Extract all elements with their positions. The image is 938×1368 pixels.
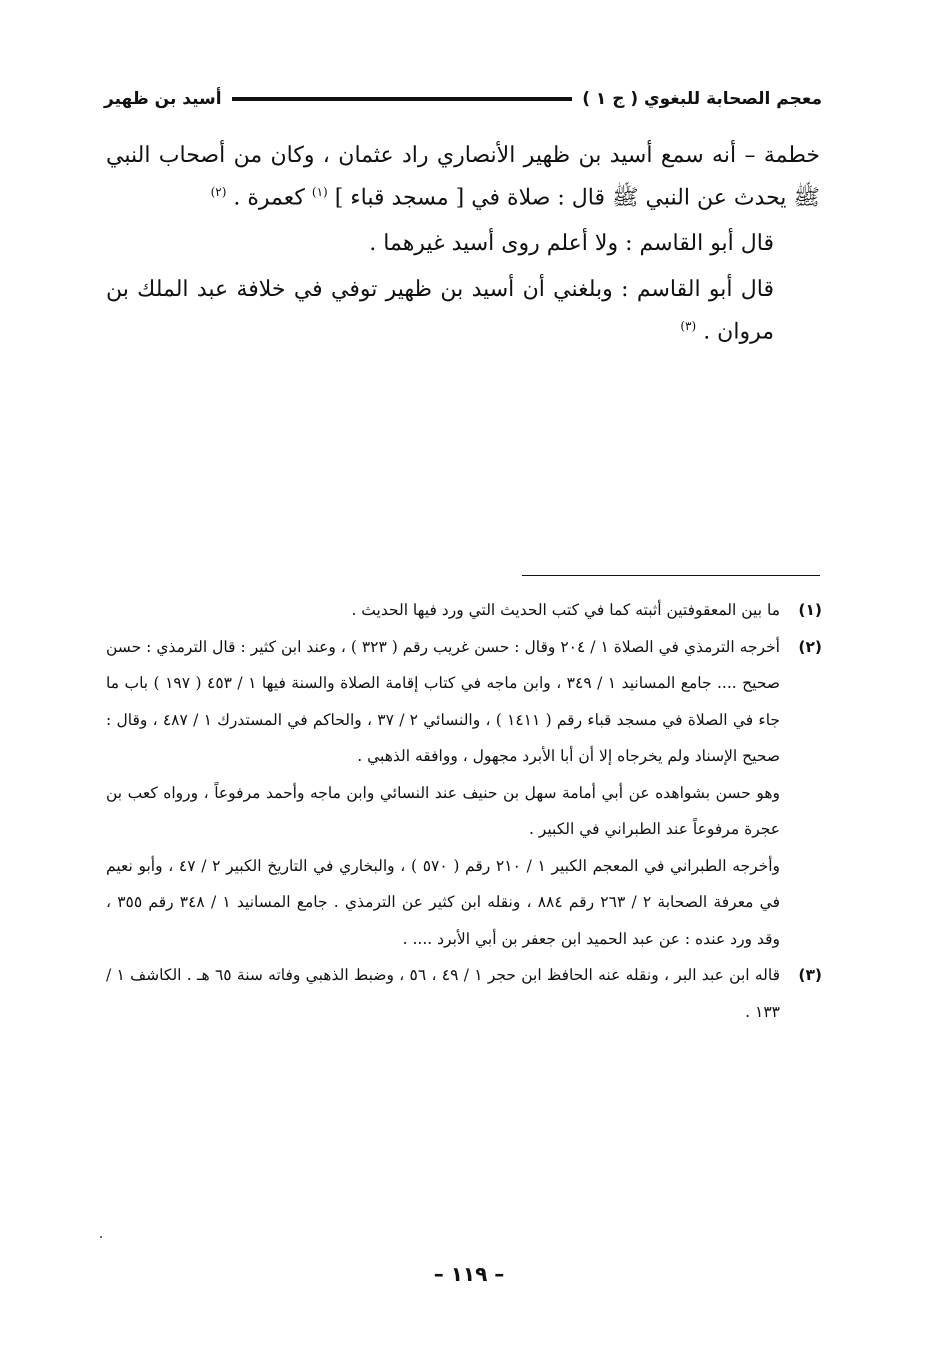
footnote-ref: (١) — [311, 185, 328, 199]
scan-speck — [100, 1236, 102, 1238]
footnotes — [106, 592, 822, 1030]
running-header — [104, 84, 822, 114]
footnote-ref: (٢) — [210, 185, 227, 199]
footnote-text: أخرجه الترمذي في الصلاة ١ / ٢٠٤ وقال : حسن غريب رقم ( ٣٢٣ ) ، وعند ابن كثير : قال الترمذي : حسن صحيح .... جامع المسانيد ١ / ٣٤٩ ، وابن ماجه في كتاب إقامة الصلاة والسنة فيها ١ / ٤٥٣ ( ١٩٧ ) باب ما جاء في الصلاة في مسجد قباء رقم ( ١٤١١ ) ، والنسائي ٢ / ٣٧ ، والحاكم في المستدرك ١ / ٤٨٧ ، وقال : صحيح الإسناد ولم يخرجاه إلا أن أبا الأبرد مجهول ، ووافقه الذهبي . — [106, 637, 781, 765]
body-paragraph: قال أبو القاسم : وبلغني أن أسيد بن ظهير توفي في خلافة عبد الملك بن مروان . $^{(٣)}$ — [106, 277, 774, 345]
body-paragraph: خطمة – أنه سمع أسيد بن ظهير الأنصاري راد عثمان ، وكان من أصحاب النبي ﷺ يحدث عن النبي ﷺ قال : صلاة في [ مسجد قباء ] $^{(١)}$ كعمرة . $^{(٢)}$ — [106, 143, 820, 211]
book-title: معجم الصحابة للبغوي ( ج ١ ) — [582, 89, 822, 109]
footnote — [106, 629, 822, 958]
footnote-text: ما بين المعقوفتين أثبته كما في كتب الحديث التي ورد فيها الحديث . — [351, 601, 780, 619]
main-text — [106, 138, 820, 361]
footnote-text: قاله ابن عبد البر ، ونقله عنه الحافظ ابن حجر ١ / ٤٩ ، ٥٦ ، وضبط الذهبي وفاته سنة ٦٥ هـ . الكاشف ١ / ١٣٣ . — [106, 966, 781, 1021]
footnote-text: وهو حسن بشواهده عن أبي أمامة سهل بن حنيف عند النسائي وابن ماجه وأحمد مرفوعاً ، ورواه كعب بن عجرة مرفوعاً عند الطبراني في الكبير . — [106, 783, 780, 838]
footnote — [106, 957, 822, 1030]
page-number: – ١١٩ – — [433, 1262, 505, 1286]
footnote-number: (١) — [798, 601, 822, 619]
footnote-number: (٢) — [798, 637, 822, 656]
footnote-ref: (٣) — [680, 319, 697, 334]
footnote — [106, 592, 822, 629]
header-rule — [232, 97, 573, 101]
footnote-separator — [522, 575, 820, 576]
body-paragraph: قال أبو القاسم : ولا أعلم روى أسيد غيرهما . — [369, 231, 774, 257]
footnote-number: (٣) — [798, 966, 822, 984]
entry-title: أسيد بن ظهير — [104, 89, 222, 109]
footnote-text: وأخرجه الطبراني في المعجم الكبير ١ / ٢١٠ رقم ( ٥٧٠ ) ، والبخاري في التاريخ الكبير ٢ / ٤٧ ، وأبو نعيم في معرفة الصحابة ٢ / ٢٦٣ رقم ٨٨٤ ، ونقله ابن كثير عن الترمذي . جامع المسانيد ١ / ٣٤٨ رقم ٣٥٥ ، وقد ورد عنده : عن عبد الحميد ابن جعفر بن أبي الأبرد .... . — [106, 856, 781, 948]
